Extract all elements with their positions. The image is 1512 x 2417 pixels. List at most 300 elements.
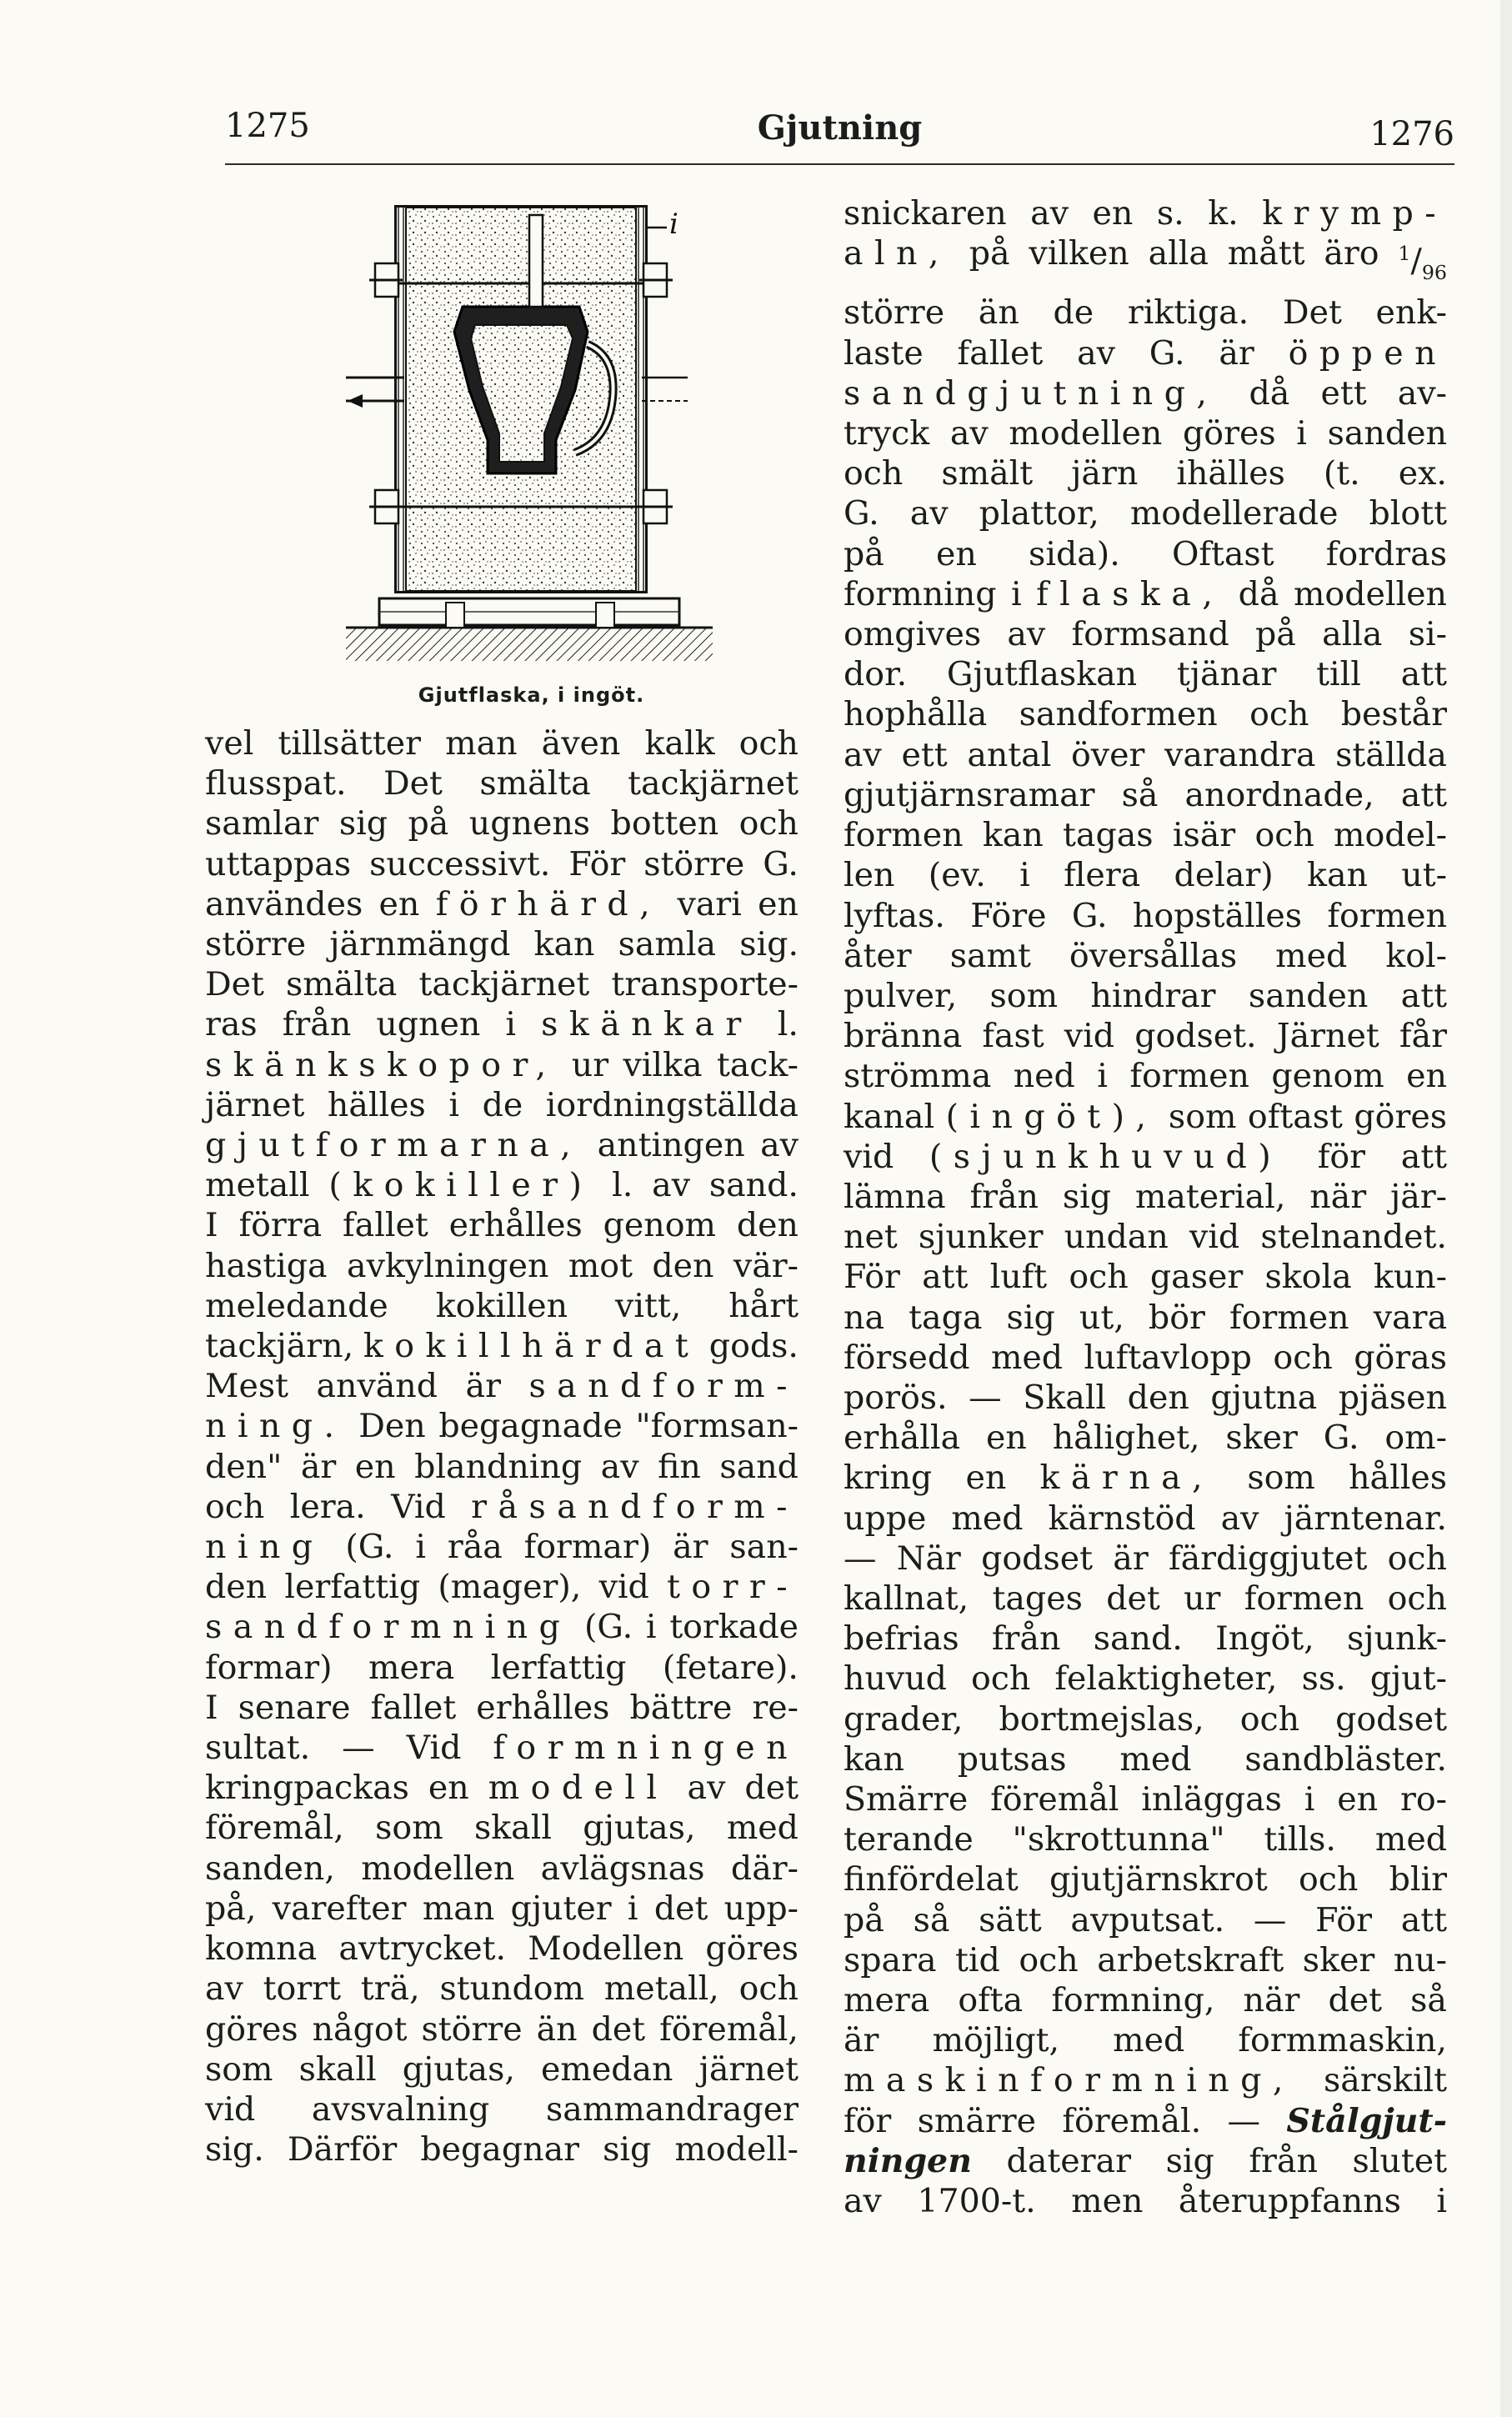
word: gods.: [708, 1327, 799, 1366]
word: göres: [205, 2009, 298, 2049]
word: som: [1247, 1459, 1315, 1498]
word: med: [1374, 1820, 1447, 1859]
word: än: [536, 2009, 578, 2049]
word: gjuter: [510, 1889, 612, 1928]
word: i: [415, 1528, 426, 1567]
word: en: [985, 1419, 1027, 1458]
word: för: [1317, 1137, 1366, 1176]
word: den: [736, 1206, 799, 1245]
text-line: [844, 976, 1447, 1016]
word: ning: [205, 1528, 324, 1567]
word: sandgjutning,: [844, 373, 1219, 413]
word: och: [1387, 1539, 1447, 1578]
text-line: [844, 1619, 1447, 1659]
word: blandning: [414, 1447, 583, 1486]
text-line: [205, 1004, 799, 1044]
text-line: [844, 1579, 1447, 1619]
text-line: [205, 1728, 799, 1768]
text-line: [844, 815, 1447, 855]
text-line: [205, 723, 799, 763]
word: Oftast: [1171, 534, 1274, 573]
word: möjligt,: [932, 2021, 1060, 2060]
word: fallet: [957, 333, 1044, 373]
word: kol-: [1385, 936, 1447, 975]
word: kringpackas: [205, 1769, 409, 1808]
word: tagas: [1063, 816, 1154, 855]
word: Mest: [205, 1367, 288, 1406]
word: plattor,: [979, 494, 1099, 533]
word: och: [1249, 695, 1309, 734]
text-line: [844, 534, 1447, 574]
word: Den: [358, 1407, 426, 1446]
word: godset: [981, 1539, 1093, 1578]
word: än: [978, 293, 1019, 333]
text-line: [844, 1137, 1447, 1177]
word: mera: [844, 1980, 930, 2019]
word: med: [726, 1809, 799, 1848]
word: formar): [523, 1528, 652, 1567]
word: av: [844, 2182, 882, 2220]
word: sätt: [979, 1900, 1042, 1939]
word: i: [448, 1085, 460, 1124]
word: gjutformarna,: [205, 1126, 583, 1165]
word: större: [421, 2009, 523, 2049]
text-line: [844, 1458, 1447, 1498]
text-line: [205, 884, 799, 924]
word: uppe: [844, 1499, 927, 1538]
word: en: [965, 1459, 1007, 1498]
word: en: [758, 884, 799, 923]
word: lerfattig: [490, 1648, 627, 1687]
text-line: [205, 1326, 799, 1366]
word: och: [1254, 816, 1314, 855]
word: av: [844, 735, 882, 774]
word: nu-: [1393, 1940, 1447, 1979]
word: sker: [1225, 1419, 1298, 1458]
word: —: [969, 1378, 1002, 1417]
word: avlägsnas: [540, 1849, 705, 1888]
word: metall,: [603, 1969, 719, 2009]
word: särskilt: [1323, 2061, 1447, 2100]
word: sanden: [1327, 414, 1447, 453]
word: smälta: [286, 965, 398, 1004]
word: hålles: [1349, 1459, 1447, 1498]
text-line: [205, 1849, 799, 1889]
word: där-: [730, 1849, 799, 1888]
text-line: [205, 803, 799, 843]
word: tackjärnet: [418, 965, 590, 1004]
word: net: [844, 1218, 898, 1257]
word: den: [652, 1246, 714, 1285]
word: och: [1239, 1699, 1300, 1739]
text-line: [205, 1406, 799, 1446]
word: formsand: [1071, 615, 1229, 654]
text-line: [205, 1366, 799, 1406]
running-title: Gjutning: [757, 108, 923, 148]
word: model-: [1334, 816, 1447, 855]
text-line: [844, 654, 1447, 694]
word: när: [1309, 1177, 1367, 1216]
word: som: [1168, 1097, 1237, 1136]
word: varandra: [1164, 735, 1316, 774]
word: bör: [1148, 1298, 1205, 1337]
word: att: [1400, 1900, 1447, 1939]
word: det: [591, 2009, 646, 2049]
word: lerfattig: [284, 1568, 421, 1607]
word: meledande: [205, 1286, 388, 1325]
text-line: [844, 293, 1447, 333]
word: järnet: [205, 1085, 305, 1124]
word: torkade: [669, 1608, 799, 1647]
word: hindrar: [1090, 976, 1216, 1015]
word: som: [989, 976, 1059, 1015]
text-line: [844, 1539, 1447, 1579]
word: med: [990, 1338, 1064, 1377]
text-line: [205, 1969, 799, 2009]
word: gaser: [1149, 1258, 1244, 1297]
text-line: [844, 1940, 1447, 1980]
word: formen: [1327, 896, 1447, 935]
word: man: [422, 1889, 495, 1928]
word: vär-: [733, 1246, 799, 1285]
word: och: [1387, 1579, 1447, 1618]
text-line: [205, 1205, 799, 1245]
text-line: [205, 763, 799, 803]
word: mått: [1227, 234, 1305, 273]
word: från: [991, 1619, 1061, 1659]
word: förhärd,: [435, 884, 662, 923]
text-line: [205, 1085, 799, 1125]
page-number-left: 1275: [225, 107, 310, 145]
word: formen: [1229, 1298, 1349, 1337]
text-line: [205, 2049, 799, 2089]
word: större: [643, 844, 745, 883]
word: ur: [571, 1045, 609, 1084]
text-line: [844, 1859, 1447, 1899]
word: luft: [989, 1258, 1048, 1297]
left-text-column: [205, 723, 799, 2169]
word: hophålla: [844, 695, 988, 734]
word: formen: [1244, 1579, 1364, 1618]
word: vid: [1064, 1017, 1115, 1056]
word: med: [1119, 1739, 1192, 1779]
word: krymp-: [1262, 194, 1447, 233]
word: Modellen: [528, 1929, 684, 1969]
word: För: [1315, 1900, 1372, 1939]
word: vilken: [1029, 234, 1129, 273]
text-line: [844, 1819, 1447, 1859]
word: ras: [205, 1005, 258, 1044]
word: något: [312, 2009, 408, 2049]
word: (t.: [1323, 454, 1360, 493]
text-line: [205, 1165, 799, 1205]
word: sandbläster.: [1244, 1739, 1447, 1779]
word: att: [1400, 1137, 1447, 1176]
text-line: [844, 855, 1447, 895]
text-line: [844, 373, 1447, 413]
word: formning: [844, 574, 997, 613]
word: För: [568, 844, 626, 883]
text-line: [844, 1217, 1447, 1257]
word: ur: [1184, 1579, 1221, 1618]
word: ex.: [1398, 454, 1447, 493]
word: på: [969, 234, 1010, 273]
word: sandformning: [205, 1608, 572, 1647]
word: s.: [1156, 194, 1184, 233]
word: G.: [1071, 896, 1108, 935]
word: skänkskopor,: [205, 1045, 558, 1084]
word: san-: [729, 1528, 799, 1567]
word: smält: [941, 454, 1034, 493]
word: Det: [383, 764, 443, 803]
text-line: [205, 1688, 799, 1728]
word: sig: [603, 2130, 652, 2169]
word: avsvalning: [311, 2089, 490, 2129]
word: och: [1069, 1258, 1129, 1297]
word: av: [1220, 1499, 1259, 1538]
word: maskinformning,: [844, 2061, 1294, 2100]
figure-casting-flask: [338, 190, 725, 707]
word: kan: [1307, 856, 1368, 895]
word: en: [936, 534, 977, 573]
text-line: [844, 574, 1447, 614]
word: kärnstöd: [1048, 1499, 1196, 1538]
word: vid: [1189, 1218, 1240, 1257]
word: ro-: [1399, 1779, 1447, 1819]
word: sand.: [708, 1166, 799, 1205]
word: av: [600, 1447, 639, 1486]
word: "formsan-: [635, 1407, 799, 1446]
word: och: [738, 1969, 799, 2009]
text-line: [205, 2129, 799, 2169]
word: som: [375, 1809, 443, 1848]
word: sjunk-: [1346, 1619, 1447, 1659]
word: ss.: [1301, 1659, 1346, 1699]
word: av: [1077, 333, 1115, 373]
word: det: [1328, 1980, 1383, 2019]
word: kan: [844, 1739, 904, 1779]
word: järnet: [698, 2049, 799, 2089]
word: kokillen: [435, 1286, 568, 1325]
word: en: [1092, 194, 1134, 233]
text-line: [844, 1900, 1447, 1940]
word: fin: [658, 1447, 701, 1486]
word: vid: [205, 2089, 256, 2129]
word: För: [844, 1258, 900, 1297]
word: Före: [970, 896, 1047, 935]
word: strömma: [844, 1057, 992, 1096]
text-line: [844, 193, 1447, 233]
word: en: [378, 884, 420, 923]
header-rule: [225, 163, 1454, 165]
word: skänkar: [541, 1005, 753, 1044]
word: de: [1053, 293, 1094, 333]
word: flera: [1064, 856, 1141, 895]
text-line: [844, 1016, 1447, 1056]
word: är: [300, 1447, 337, 1486]
word: föremål.: [1062, 2101, 1202, 2140]
text-line: [844, 1378, 1447, 1418]
text-line: [205, 1447, 799, 1487]
word: i: [1436, 2182, 1447, 2220]
word: sig: [1062, 1177, 1112, 1216]
text-line: [205, 1286, 799, 1326]
text-line: [205, 2009, 799, 2049]
word: hälles: [327, 1085, 426, 1124]
word: successivt.: [369, 844, 551, 883]
text-line: [844, 2101, 1447, 2141]
text-line: [205, 1607, 799, 1647]
word: ofta: [958, 1980, 1024, 2019]
word: av: [205, 1969, 243, 2009]
text-line: [844, 1980, 1447, 2020]
word: si-: [1408, 615, 1447, 654]
word: finfördelat: [844, 1860, 1019, 1899]
word: genom: [1271, 1057, 1384, 1096]
word: öppen: [1288, 333, 1447, 373]
word: botten: [610, 804, 719, 843]
text-line: [844, 2181, 1447, 2221]
word: åter: [844, 936, 912, 975]
word: l.: [612, 1166, 633, 1205]
word: Järnet: [1276, 1017, 1379, 1056]
word: är: [1219, 333, 1254, 373]
word: blir: [1389, 1860, 1447, 1899]
word: och: [738, 804, 799, 843]
word: större: [205, 925, 307, 964]
text-line: [205, 1527, 799, 1567]
word: sker: [1302, 1940, 1375, 1979]
word: uttappas: [205, 844, 352, 883]
word: —: [844, 1539, 877, 1578]
word: antal: [967, 735, 1052, 774]
word: formen: [1129, 1057, 1249, 1096]
word: sultat.: [205, 1729, 311, 1768]
word: större: [844, 293, 945, 333]
word: ut-: [1401, 856, 1447, 895]
word: från: [969, 1177, 1039, 1216]
word: jär-: [1389, 1177, 1447, 1216]
word: bränna: [844, 1017, 963, 1056]
word: det: [653, 1889, 708, 1928]
text-line: [844, 493, 1447, 533]
text-line: [844, 453, 1447, 493]
word: sig: [338, 804, 388, 843]
word: formning,: [1051, 1980, 1215, 2019]
word: försedd: [844, 1338, 970, 1377]
word: föremål,: [205, 1809, 344, 1848]
word: tillsätter: [278, 724, 422, 763]
word: metall: [205, 1166, 310, 1205]
word: järntenar.: [1284, 1499, 1447, 1538]
word: kallnat,: [844, 1579, 969, 1618]
word: smälta: [479, 764, 591, 803]
word: riktiga.: [1127, 293, 1249, 333]
word: antingen: [597, 1126, 745, 1165]
word: —: [342, 1729, 375, 1768]
word: lera.: [289, 1487, 366, 1526]
word: kalk: [644, 724, 715, 763]
word: en: [1337, 1779, 1379, 1819]
word: avtrycket.: [338, 1929, 507, 1969]
word: vel: [205, 724, 254, 763]
word: lyftas.: [844, 896, 945, 935]
word: bättre: [629, 1688, 733, 1727]
word: slutet: [1352, 2141, 1447, 2180]
word: kan: [982, 816, 1044, 855]
word: göras: [1354, 1338, 1447, 1377]
word: Skall: [1023, 1378, 1107, 1417]
word: trä,: [360, 1969, 420, 2009]
word: sand: [719, 1447, 799, 1486]
word: kun-: [1373, 1258, 1447, 1297]
word: (fetare).: [662, 1648, 799, 1687]
word: taga: [909, 1298, 983, 1337]
right-text-column: [844, 193, 1447, 2221]
word: pjäsen: [1338, 1378, 1447, 1417]
word: aln,: [844, 234, 950, 273]
word: modellen: [1293, 574, 1447, 613]
word: gjutjärnsramar: [844, 775, 1095, 814]
text-line: [205, 1889, 799, 1929]
text-line: [844, 694, 1447, 734]
word: hopställes: [1132, 896, 1303, 935]
word: gjut-: [1369, 1659, 1447, 1699]
word: godset.: [1134, 1017, 1257, 1056]
word: av: [687, 1769, 726, 1808]
word: pulver,: [844, 976, 958, 1015]
text-line: [844, 614, 1447, 654]
word: felaktigheter,: [1054, 1659, 1278, 1699]
word: torr-: [667, 1568, 799, 1607]
word: terande: [844, 1820, 974, 1859]
word: är: [844, 2021, 879, 2060]
word: tills.: [1264, 1820, 1336, 1859]
word: ett: [1320, 373, 1367, 413]
word: laste: [844, 333, 924, 373]
text-line: [844, 1779, 1447, 1819]
word: sandform-: [528, 1367, 799, 1406]
word: (G.: [345, 1528, 394, 1567]
word: bortmejslas,: [999, 1699, 1204, 1739]
text-line: [844, 1659, 1447, 1699]
word: och: [1298, 1860, 1359, 1899]
word: sig.: [739, 925, 799, 964]
word: är: [673, 1528, 708, 1567]
word: oftast: [1247, 1097, 1343, 1136]
word: upp-: [723, 1889, 799, 1928]
word: göres: [705, 1929, 799, 1969]
word: l.: [777, 1005, 799, 1044]
word: ugnen: [376, 1005, 481, 1044]
word: föremål: [990, 1779, 1119, 1819]
text-line: [205, 1125, 799, 1165]
word: (mager),: [438, 1568, 582, 1607]
page-number-right: 1276: [1369, 115, 1454, 153]
word: mera: [368, 1648, 455, 1687]
word: —: [1227, 2101, 1261, 2140]
word: består: [1340, 695, 1447, 734]
text-line: [205, 1648, 799, 1688]
word: fordras: [1325, 534, 1447, 573]
word: kärna,: [1039, 1459, 1214, 1498]
word: på,: [205, 1889, 257, 1928]
word: så: [1410, 1980, 1447, 2019]
word: flusspat.: [205, 764, 347, 803]
text-line: [844, 2060, 1447, 2100]
word: formar): [205, 1648, 333, 1687]
word: det: [1106, 1579, 1160, 1618]
